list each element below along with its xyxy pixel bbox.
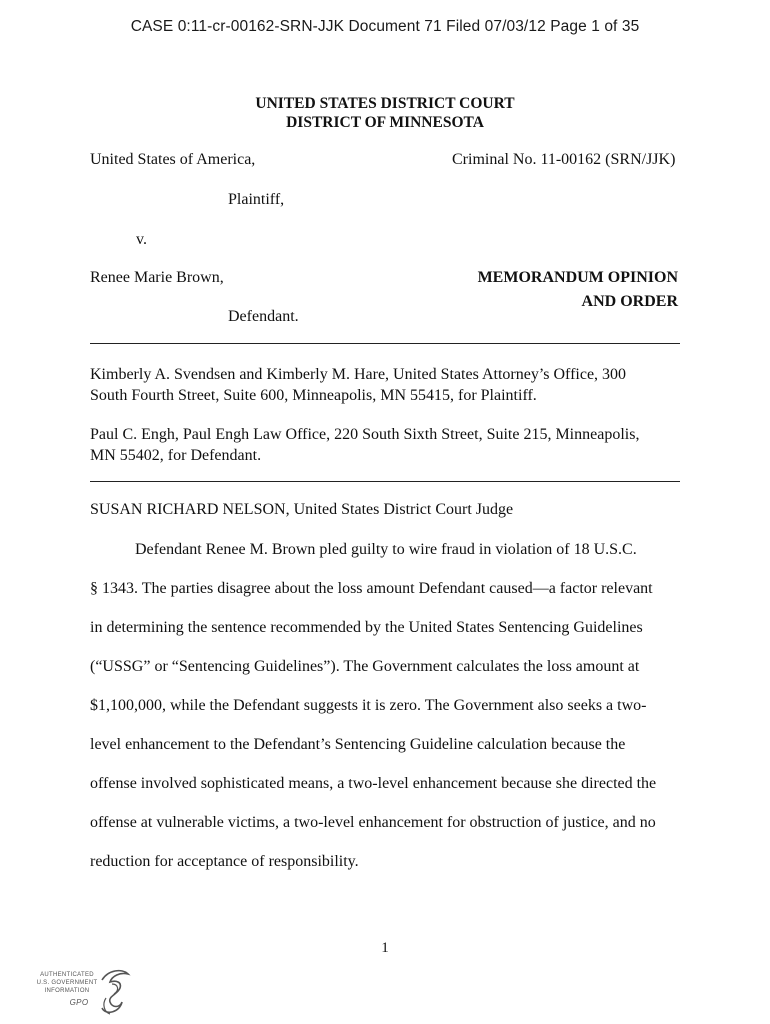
plaintiff-counsel-line1: Kimberly A. Svendsen and Kimberly M. Hare, United States Attorney’s Office, 300: [90, 366, 627, 383]
body-line: (“USSG” or “Sentencing Guidelines”). The Government calculates the loss amount at: [90, 658, 640, 675]
seal-text-line3: INFORMATION: [44, 988, 90, 994]
court-title: [0, 94, 770, 132]
eagle-icon: [98, 968, 132, 1018]
plaintiff-name: United States of America,: [90, 151, 256, 168]
defendant-counsel-line2: MN 55402, for Defendant.: [90, 447, 262, 464]
seal-text-line4: GPO: [69, 998, 89, 1007]
body-line: offense involved sophisticated means, a two-level enhancement because she directed the: [90, 775, 657, 792]
document-title: [420, 266, 678, 314]
defendant-name: Renee Marie Brown,: [90, 269, 224, 286]
caption-divider: [90, 343, 680, 344]
body-line: $1,100,000, while the Defendant suggests it is zero. The Government also seeks a two-: [90, 697, 647, 714]
gpo-authentication-seal: [32, 968, 132, 1018]
page-number: 1: [381, 940, 389, 956]
court-district: DISTRICT OF MINNESOTA: [286, 114, 484, 131]
plaintiff-label: Plaintiff,: [228, 191, 285, 208]
opinion-body: [90, 540, 682, 891]
counsel-divider: [90, 481, 680, 482]
plaintiff-counsel: [90, 364, 680, 406]
body-line: in determining the sentence recommended by the United States Sentencing Guidelines: [90, 619, 643, 636]
court-name: UNITED STATES DISTRICT COURT: [255, 95, 515, 112]
document-title-line1: MEMORANDUM OPINION: [477, 269, 678, 286]
defendant-label: Defendant.: [228, 308, 299, 325]
plaintiff-counsel-line2: South Fourth Street, Suite 600, Minneapolis, MN 55415, for Plaintiff.: [90, 387, 537, 404]
defendant-counsel: [90, 424, 680, 466]
defendant-counsel-line1: Paul C. Engh, Paul Engh Law Office, 220 South Sixth Street, Suite 215, Minneapolis,: [90, 426, 640, 443]
document-title-line2: AND ORDER: [581, 293, 678, 310]
body-line: reduction for acceptance of responsibility.: [90, 853, 359, 870]
body-line: § 1343. The parties disagree about the loss amount Defendant caused—a factor relevant: [90, 580, 653, 597]
judge-name: SUSAN RICHARD NELSON, United States District Court Judge: [90, 501, 514, 518]
body-line: offense at vulnerable victims, a two-level enhancement for obstruction of justice, and no: [90, 814, 656, 831]
seal-text-line2: U.S. GOVERNMENT: [36, 980, 98, 986]
body-line: Defendant Renee M. Brown pled guilty to wire fraud in violation of 18 U.S.C.: [135, 541, 637, 558]
case-number: Criminal No. 11-00162 (SRN/JJK): [452, 151, 676, 168]
filing-header: CASE 0:11-cr-00162-SRN-JJK Document 71 Filed 07/03/12 Page 1 of 35: [130, 18, 640, 35]
seal-text-line1: AUTHENTICATED: [40, 972, 94, 978]
body-line: level enhancement to the Defendant’s Sentencing Guideline calculation because the: [90, 736, 626, 753]
versus: v.: [136, 231, 147, 248]
